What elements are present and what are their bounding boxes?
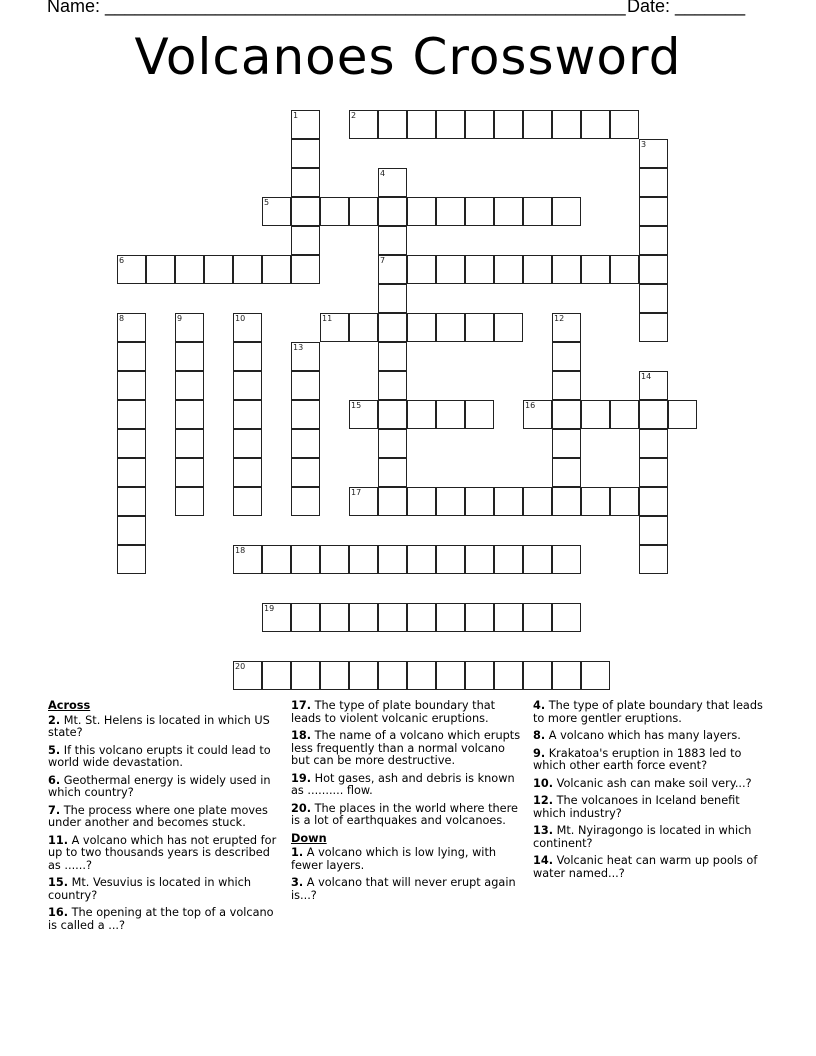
grid-cell[interactable] [581,400,610,429]
grid-cell[interactable] [581,487,610,516]
clue-number-label: 12 [554,314,565,323]
clue-number-label: 19 [264,604,275,613]
grid-cell[interactable] [494,197,523,226]
grid-cell[interactable] [407,313,436,342]
grid-cell[interactable] [233,661,262,690]
grid-cell[interactable] [262,603,291,632]
clue-text: The opening at the top of a volcano is called a ...? [48,906,274,932]
grid-cell[interactable] [407,603,436,632]
clue-text: The name of a volcano which erupts less frequently than a normal volcano but can be more destructive. [291,729,521,767]
clue-number-label: 5 [264,198,270,207]
date-field-label: Date: _______ [627,0,746,16]
grid-cell[interactable] [291,226,320,255]
clue-down-3 [291,877,526,902]
grid-cell[interactable] [378,458,407,487]
grid-cell[interactable] [552,342,581,371]
grid-cell[interactable] [523,545,552,574]
grid-cell[interactable] [378,226,407,255]
clue-across-19 [291,773,526,798]
grid-cell[interactable] [291,458,320,487]
clue-text: If this volcano erupts it could lead to world wide devastation. [48,743,271,769]
grid-cell[interactable] [494,603,523,632]
grid-cell[interactable] [465,487,494,516]
grid-cell[interactable] [436,661,465,690]
grid-cell[interactable] [349,400,378,429]
clue-across-15 [48,877,283,902]
page-title: Volcanoes Crossword [134,28,682,86]
grid-cell[interactable] [378,284,407,313]
grid-cell[interactable] [639,139,668,168]
grid-cell[interactable] [494,661,523,690]
clue-text: Mt. St. Helens is located in which US state? [48,713,270,739]
clue-number: 10. [533,776,554,790]
grid-cell[interactable] [465,110,494,139]
grid-cell[interactable] [407,661,436,690]
clue-number: 12. [533,794,554,807]
clue-number: 5. [48,743,61,757]
grid-cell[interactable] [175,400,204,429]
clue-text: Hot gases, ash and debris is known as .......... flow. [291,771,515,797]
grid-cell[interactable] [552,661,581,690]
grid-cell[interactable] [407,545,436,574]
grid-cell[interactable] [233,545,262,574]
grid-cell[interactable] [291,255,320,284]
grid-cell[interactable] [117,313,146,342]
clue-number: 2. [48,713,61,727]
grid-cell[interactable] [552,400,581,429]
clue-number: 15. [48,876,69,889]
grid-cell[interactable] [320,545,349,574]
clue-down-1 [291,847,526,872]
clue-text: Geothermal energy is widely used in which country? [48,773,271,799]
clue-down-4 [533,700,773,725]
grid-cell[interactable] [378,661,407,690]
grid-cell[interactable] [639,168,668,197]
grid-cell[interactable] [407,110,436,139]
clue-number: 14. [533,854,554,867]
clue-number-label: 20 [235,662,246,671]
grid-cell[interactable] [436,603,465,632]
grid-cell[interactable] [378,487,407,516]
grid-cell[interactable] [378,255,407,284]
grid-cell[interactable] [639,226,668,255]
clue-text: Mt. Vesuvius is located in which country? [48,876,252,902]
grid-cell[interactable] [639,516,668,545]
grid-cell[interactable] [523,603,552,632]
grid-cell[interactable] [378,371,407,400]
grid-cell[interactable] [639,255,668,284]
clue-across-20 [291,803,526,828]
grid-cell[interactable] [552,429,581,458]
name-field-label: Name: ____________________________________________________ [47,0,626,16]
grid-cell[interactable] [523,661,552,690]
grid-cell[interactable] [436,487,465,516]
grid-cell[interactable] [291,342,320,371]
clue-down-9 [533,748,773,773]
grid-cell[interactable] [146,255,175,284]
grid-cell[interactable] [465,661,494,690]
grid-cell[interactable] [378,400,407,429]
grid-cell[interactable] [175,458,204,487]
grid-cell[interactable] [291,661,320,690]
grid-cell[interactable] [262,661,291,690]
clue-number-label: 3 [641,140,647,149]
grid-cell[interactable] [349,313,378,342]
down-heading: Down [291,831,327,845]
grid-cell[interactable] [233,458,262,487]
grid-cell[interactable] [639,400,668,429]
grid-cell[interactable] [117,342,146,371]
grid-cell[interactable] [378,342,407,371]
clue-number-label: 4 [380,169,386,178]
grid-cell[interactable] [378,545,407,574]
grid-cell[interactable] [465,313,494,342]
grid-cell[interactable] [494,110,523,139]
grid-cell[interactable] [523,487,552,516]
grid-cell[interactable] [349,661,378,690]
clue-across-17 [291,700,526,725]
clue-number: 9. [533,746,546,760]
grid-cell[interactable] [639,371,668,400]
grid-cell[interactable] [407,487,436,516]
grid-cell[interactable] [291,197,320,226]
grid-cell[interactable] [407,400,436,429]
grid-cell[interactable] [465,545,494,574]
grid-cell[interactable] [610,487,639,516]
clue-number: 4. [533,699,546,712]
grid-cell[interactable] [552,371,581,400]
grid-cell[interactable] [117,371,146,400]
grid-cell[interactable] [552,458,581,487]
grid-cell[interactable] [320,661,349,690]
grid-cell[interactable] [320,603,349,632]
grid-cell[interactable] [349,603,378,632]
clue-text: A volcano which has not erupted for up to two thousands years is described as ......? [48,833,277,872]
grid-cell[interactable] [436,400,465,429]
grid-cell[interactable] [291,429,320,458]
clue-number-label: 1 [293,111,299,120]
grid-cell[interactable] [175,313,204,342]
grid-cell[interactable] [175,255,204,284]
grid-cell[interactable] [552,313,581,342]
grid-cell[interactable] [291,487,320,516]
grid-cell[interactable] [465,603,494,632]
clue-number: 11. [48,833,69,847]
clue-down-12 [533,795,773,820]
grid-cell[interactable] [523,400,552,429]
grid-cell[interactable] [233,487,262,516]
clue-text: Krakatoa's eruption in 1883 led to which other earth force event? [533,746,742,772]
clue-across-7 [48,805,283,830]
grid-cell[interactable] [378,168,407,197]
grid-cell[interactable] [639,197,668,226]
clue-number-label: 9 [177,314,183,323]
clue-text: The process where one plate moves under another and becomes stuck. [48,803,268,829]
grid-cell[interactable] [262,197,291,226]
clue-number: 20. [291,801,312,815]
clue-across-18 [291,730,526,768]
grid-cell[interactable] [117,255,146,284]
grid-cell[interactable] [581,661,610,690]
grid-cell[interactable] [552,255,581,284]
grid-cell[interactable] [320,197,349,226]
grid-cell[interactable] [175,342,204,371]
grid-cell[interactable] [291,371,320,400]
grid-cell[interactable] [639,545,668,574]
clue-across-16 [48,907,283,932]
across-heading: Across [48,699,91,712]
grid-cell[interactable] [552,545,581,574]
clue-text: The type of plate boundary that leads to more gentler eruptions. [533,699,763,725]
clue-number-label: 10 [235,314,246,323]
grid-cell[interactable] [610,400,639,429]
clue-number-label: 7 [380,256,386,265]
clue-number-label: 6 [119,256,125,265]
clue-number: 19. [291,771,312,785]
grid-cell[interactable] [262,545,291,574]
grid-cell[interactable] [233,342,262,371]
clue-number: 16. [48,906,69,919]
grid-cell[interactable] [349,545,378,574]
grid-cell[interactable] [291,545,320,574]
grid-cell[interactable] [320,313,349,342]
clue-across-6 [48,775,283,800]
grid-cell[interactable] [436,255,465,284]
grid-cell[interactable] [436,545,465,574]
clues-column-1 [48,700,283,937]
clue-number-label: 11 [322,314,333,323]
grid-cell[interactable] [436,197,465,226]
grid-cell[interactable] [494,487,523,516]
clue-number-label: 16 [525,401,536,410]
grid-cell[interactable] [494,545,523,574]
grid-cell[interactable] [233,255,262,284]
grid-cell[interactable] [639,313,668,342]
clue-number-label: 17 [351,488,362,497]
grid-cell[interactable] [175,487,204,516]
grid-cell[interactable] [233,400,262,429]
grid-cell[interactable] [175,429,204,458]
grid-cell[interactable] [465,255,494,284]
clue-number: 18. [291,729,312,742]
clue-number: 17. [291,699,312,712]
clue-number: 1. [291,846,304,859]
grid-cell[interactable] [639,487,668,516]
grid-cell[interactable] [523,255,552,284]
grid-cell[interactable] [117,429,146,458]
grid-cell[interactable] [175,371,204,400]
clue-across-5 [48,745,283,770]
grid-cell[interactable] [552,487,581,516]
grid-cell[interactable] [117,487,146,516]
clue-text: The type of plate boundary that leads to violent volcanic eruptions. [291,699,496,725]
grid-cell[interactable] [610,255,639,284]
grid-cell[interactable] [581,255,610,284]
grid-cell[interactable] [291,400,320,429]
grid-cell[interactable] [639,458,668,487]
grid-cell[interactable] [233,313,262,342]
clue-number-label: 13 [293,343,304,352]
grid-cell[interactable] [378,429,407,458]
clue-text: The places in the world where there is a lot of earthquakes and volcanoes. [291,801,518,827]
grid-cell[interactable] [465,197,494,226]
grid-cell[interactable] [378,603,407,632]
grid-cell[interactable] [291,139,320,168]
grid-cell[interactable] [291,168,320,197]
grid-cell[interactable] [262,255,291,284]
clue-number-label: 15 [351,401,362,410]
clue-text: The volcanoes in Iceland benefit which industry? [533,794,740,820]
grid-cell[interactable] [523,197,552,226]
grid-cell[interactable] [204,255,233,284]
grid-cell[interactable] [378,197,407,226]
clue-down-8 [533,730,773,743]
clue-number-label: 8 [119,314,125,323]
grid-cell[interactable] [639,429,668,458]
clue-number-label: 14 [641,372,652,381]
grid-cell[interactable] [117,458,146,487]
clues-column-3 [533,700,773,885]
clue-number: 3. [291,876,304,889]
grid-cell[interactable] [407,255,436,284]
clue-down-10 [533,778,773,791]
grid-cell[interactable] [407,197,436,226]
clues-column-2 [291,700,526,907]
grid-cell[interactable] [117,516,146,545]
grid-cell[interactable] [349,110,378,139]
grid-cell[interactable] [552,110,581,139]
grid-cell[interactable] [610,110,639,139]
clue-text: A volcano which has many layers. [545,729,741,742]
grid-cell[interactable] [494,313,523,342]
clue-across-2 [48,715,283,740]
grid-cell[interactable] [465,400,494,429]
clue-number: 7. [48,803,61,817]
grid-cell[interactable] [349,487,378,516]
grid-cell[interactable] [233,371,262,400]
clue-down-13 [533,825,773,850]
clue-number-label: 2 [351,111,357,120]
clue-text: Mt. Nyiragongo is located in which continent? [533,824,752,850]
clue-text: A volcano that will never erupt again is...? [291,876,516,902]
grid-cell[interactable] [378,110,407,139]
grid-cell[interactable] [552,197,581,226]
clue-number: 6. [48,773,61,787]
clue-text: Volcanic heat can warm up pools of water named...? [533,854,758,880]
grid-cell[interactable] [291,110,320,139]
clue-number: 8. [533,729,546,742]
grid-cell[interactable] [291,603,320,632]
grid-cell[interactable] [581,110,610,139]
grid-cell[interactable] [436,110,465,139]
grid-cell[interactable] [117,545,146,574]
clue-text: A volcano which is low lying, with fewer layers. [291,846,497,872]
grid-cell[interactable] [552,603,581,632]
grid-cell[interactable] [668,400,697,429]
clue-down-14 [533,855,773,880]
clue-number: 13. [533,824,554,837]
grid-cell[interactable] [117,400,146,429]
grid-cell[interactable] [494,255,523,284]
grid-cell[interactable] [436,313,465,342]
grid-cell[interactable] [523,110,552,139]
clue-text: Volcanic ash can make soil very...? [553,776,752,790]
grid-cell[interactable] [349,197,378,226]
clue-number-label: 18 [235,546,246,555]
grid-cell[interactable] [233,429,262,458]
grid-cell[interactable] [639,284,668,313]
clue-across-11 [48,835,283,873]
grid-cell[interactable] [378,313,407,342]
